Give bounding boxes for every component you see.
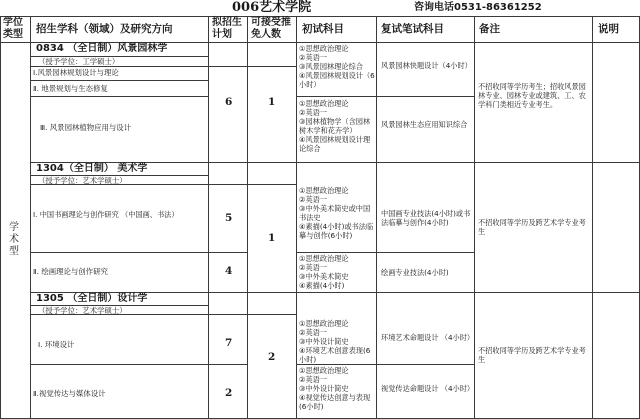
- retest-subject: 视觉传达命题设计 （4小时）: [381, 384, 475, 393]
- page-header: [0, 0, 640, 16]
- quota-value: 2: [225, 387, 233, 399]
- quota-value: 7: [225, 337, 233, 349]
- program-note: 不招收同等学历及跨艺术学专业考生: [478, 218, 586, 236]
- direction-item: Ⅱ. 地景规划与生态修复: [33, 84, 108, 93]
- exempt-value: 1: [268, 96, 276, 108]
- program-degree: （授予学位：艺术学硕士）: [38, 176, 127, 185]
- initial-exam-list: ①思想政治理论 ②英语一 ③中外设计简史 ④环境艺术创意表现(6小时): [299, 319, 371, 364]
- retest-subject: 绘画专业技法(4小时): [381, 268, 449, 277]
- initial-exam-list: ①思想政治理论 ②英语一 ③中外设计简史 ④视觉传达创意与表现(6小时): [299, 366, 371, 411]
- quota-value: 5: [225, 212, 233, 224]
- program-degree: （授予学位：工学硕士）: [38, 57, 120, 66]
- direction-item: Ⅱ.视觉传达与媒体设计: [33, 389, 106, 398]
- initial-exam-list: ①思想政治理论 ②英语一 ③中外美术简史或中国书法史 ④素描(4小时)或书法临摹与创作(6小时): [299, 186, 374, 240]
- header-note: 备注: [479, 23, 500, 35]
- retest-subject: 中国画专业技法(4小时)或书法临摹与创作(4小时): [381, 209, 471, 227]
- initial-exam-list: ①思想政治理论 ②英语一 ③园林植物学（含园林树木学和花卉学） ④风景园林规划设计理论综合: [299, 99, 371, 153]
- exempt-value: 1: [268, 232, 276, 244]
- retest-subject: 风景园林快题设计（4小时）: [381, 61, 472, 70]
- header-explain: 说明: [598, 23, 619, 35]
- page-title: 006艺术学院: [232, 0, 312, 15]
- program-title: 0834 （全日制）风景园林学: [36, 43, 168, 54]
- direction-item: Ⅰ.风景园林规划设计与理论: [33, 68, 119, 77]
- quota-value: 6: [225, 96, 233, 108]
- program-note: 不招收同等学历及跨艺术学专业考生: [478, 346, 586, 364]
- program-degree: （授予学位：艺术学硕士）: [38, 306, 127, 315]
- exempt-value: 2: [268, 351, 276, 363]
- header-exempt: 可接受推免人数: [251, 17, 291, 40]
- header-initial-exam: 初试科目: [302, 23, 344, 35]
- header-major: 招生学科（领域）及研究方向: [36, 23, 173, 35]
- header-retest: 复试笔试科目: [381, 23, 444, 35]
- program-note: 不招收同等学历考生；招收风景园林专业、园林专业或建筑、工、农学科门类相近专业考生。: [478, 82, 586, 109]
- direction-item: Ⅰ. 中国书画理论与创作研究 （中国画、书法）: [33, 210, 179, 219]
- program-title: 1304（全日制） 美术学: [36, 163, 148, 174]
- quota-value: 4: [225, 265, 233, 277]
- initial-exam-list: ①思想政治理论 ②英语一 ③中外美术简史 ④素描(4小时): [299, 254, 349, 290]
- header-quota: 拟招生计划: [212, 17, 242, 40]
- retest-subject: 风景园林生态应用知识综合: [381, 120, 468, 129]
- initial-exam-list: ①思想政治理论 ②英语一 ③风景园林理论综合 ④风景园林规划设计（6小时）: [299, 44, 375, 89]
- direction-item: Ⅰ. 环境设计: [38, 340, 75, 349]
- direction-item: Ⅱ. 绘画理论与创作研究: [33, 267, 108, 276]
- retest-subject: 环境艺术命题设计 （4小时）: [381, 333, 475, 342]
- header-degree-type: 学位类型: [3, 17, 23, 40]
- program-title: 1305 （全日制）设计学: [36, 293, 148, 304]
- contact-phone: 咨询电话0531-86361252: [414, 2, 542, 13]
- direction-item: Ⅲ. 风景园林植物应用与设计: [40, 123, 132, 132]
- degree-type-label: 学术型: [9, 222, 19, 257]
